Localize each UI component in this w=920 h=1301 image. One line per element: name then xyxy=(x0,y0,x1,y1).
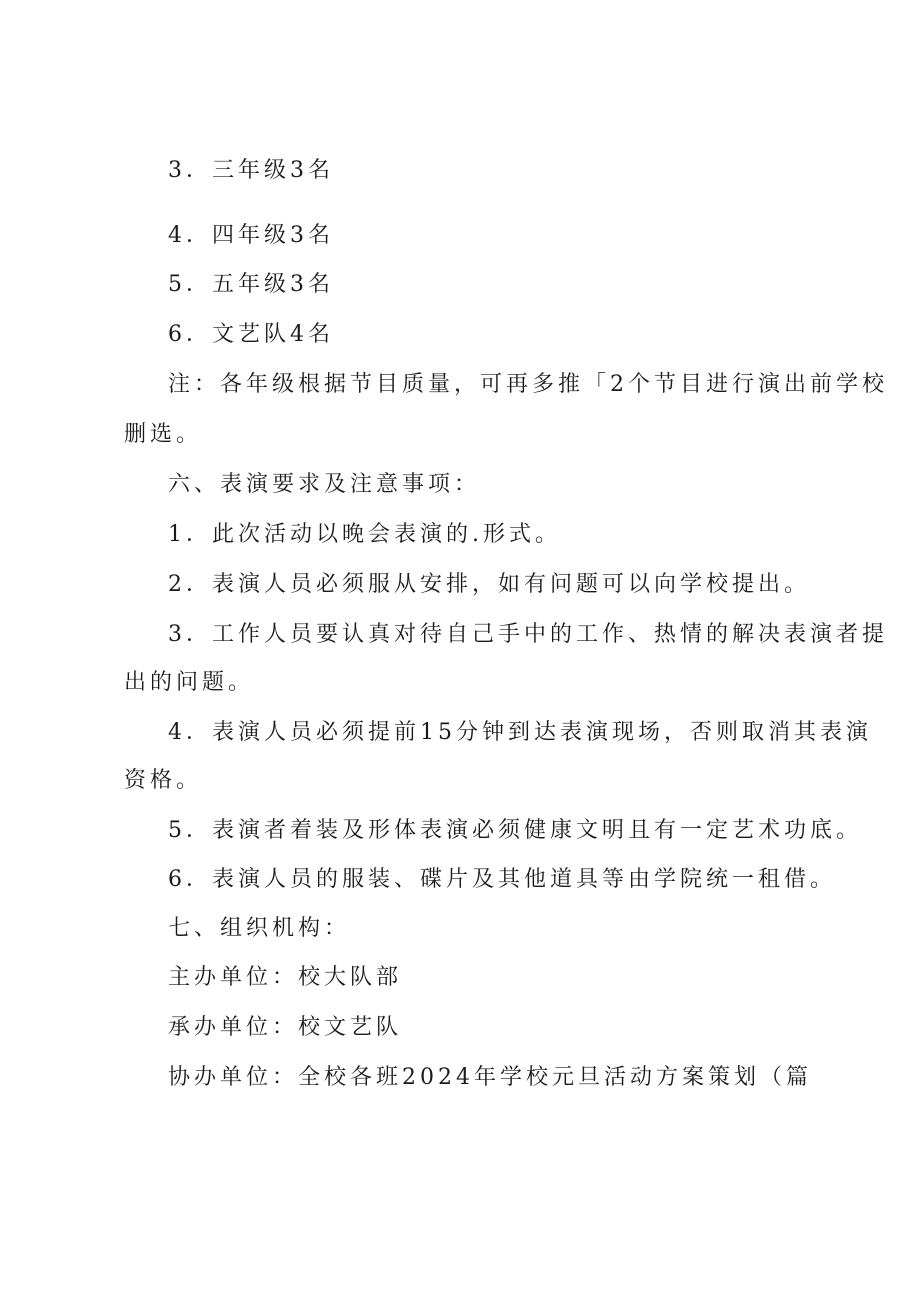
requirement-item-5: 5．表演者着装及形体表演必须健康文明且有一定艺术功底。 xyxy=(168,818,862,843)
requirement-item-4-line-2: 资格。 xyxy=(124,768,203,793)
list-item-grade-4: 4．四年级3名 xyxy=(168,223,334,248)
list-item-grade-5: 5．五年级3名 xyxy=(168,272,334,297)
section-heading-organization: 七、组织机构： xyxy=(168,916,351,941)
requirement-item-6: 6．表演人员的服装、碟片及其他道具等由学院统一租借。 xyxy=(168,867,836,892)
requirement-item-4-line-1: 4．表演人员必须提前15分钟到达表演现场，否则取消其表演 xyxy=(168,720,872,745)
section-heading-requirements: 六、表演要求及注意事项： xyxy=(168,472,481,497)
requirement-item-2: 2．表演人员必须服从安排，如有问题可以向学校提出。 xyxy=(168,572,810,597)
list-item-art-team: 6．文艺队4名 xyxy=(168,322,334,347)
requirement-item-1: 1．此次活动以晚会表演的.形式。 xyxy=(168,522,561,547)
note-paragraph-line-2: 删选。 xyxy=(124,422,203,447)
requirement-item-3-line-2: 出的问题。 xyxy=(124,670,255,695)
organizer-line: 主办单位：校大队部 xyxy=(168,965,403,990)
requirement-item-3-line-1: 3．工作人员要认真对待自己手中的工作、热情的解决表演者提 xyxy=(168,622,888,647)
list-item-grade-3: 3．三年级3名 xyxy=(168,158,334,183)
undertaker-line: 承办单位：校文艺队 xyxy=(168,1015,403,1040)
note-paragraph-line-1: 注：各年级根据节目质量，可再多推「2个节目进行演出前学校 xyxy=(168,372,888,397)
co-organizer-line: 协办单位：全校各班2024年学校元旦活动方案策划（篇 xyxy=(168,1065,812,1090)
